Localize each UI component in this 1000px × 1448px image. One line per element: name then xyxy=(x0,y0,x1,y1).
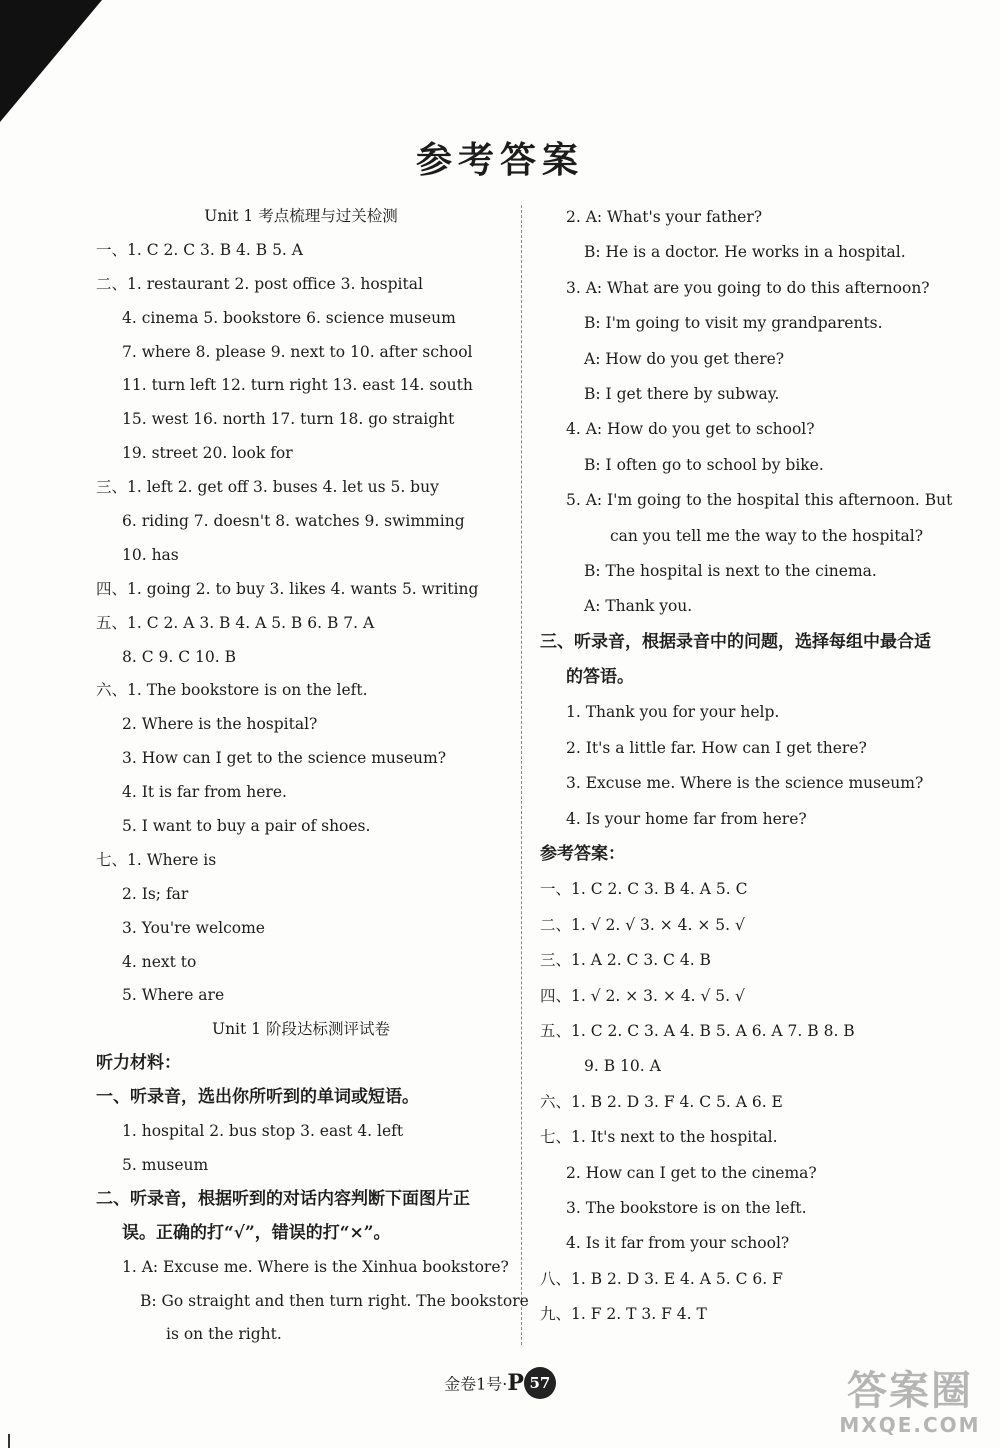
answer-line: 15. west 16. north 17. turn 18. go straight xyxy=(122,410,455,429)
watermark-url: MXQE.COM xyxy=(839,1413,981,1437)
answer-line: A: How do you get there? xyxy=(584,349,785,368)
answer-line: 三、1. left 2. get off 3. buses 4. let us 5. buy xyxy=(96,478,439,497)
answer-line: 11. turn left 12. turn right 13. east 14. south xyxy=(122,376,473,395)
answer-line: 8. C 9. C 10. B xyxy=(122,647,236,666)
answer-line: 五、1. C 2. C 3. A 4. B 5. A 6. A 7. B 8. B xyxy=(540,1021,855,1040)
answer-line: 一、1. C 2. C 3. B 4. A 5. C xyxy=(540,880,748,899)
answer-line: 二、1. restaurant 2. post office 3. hospital xyxy=(96,274,423,293)
answer-line: 4. A: How do you get to school? xyxy=(566,420,815,439)
answer-line: is on the right. xyxy=(166,1325,282,1344)
left-column xyxy=(96,200,529,1352)
answer-line: 四、1. going 2. to buy 3. likes 4. wants 5. writing xyxy=(96,579,479,598)
answer-line: 七、1. It's next to the hospital. xyxy=(540,1128,778,1147)
answer-line: 一、1. C 2. C 3. B 4. B 5. A xyxy=(96,240,303,259)
answer-line: 5. I want to buy a pair of shoes. xyxy=(122,817,371,836)
answer-line: 3. A: What are you going to do this afternoon? xyxy=(566,278,930,297)
answer-line: 参考答案： xyxy=(540,844,625,865)
scan-mark xyxy=(8,1434,10,1448)
right-column xyxy=(540,200,960,1333)
answer-line: 6. riding 7. doesn't 8. watches 9. swimming xyxy=(122,512,465,531)
answer-line: 六、1. The bookstore is on the left. xyxy=(96,681,368,700)
answer-line: A: Thank you. xyxy=(584,597,693,616)
answer-line: B: Go straight and then turn right. The bookstore xyxy=(140,1291,529,1310)
answer-line: B: The hospital is next to the cinema. xyxy=(584,561,877,580)
answer-line: 1. Thank you for your help. xyxy=(566,703,780,722)
page-title: 参考答案 xyxy=(415,139,584,181)
answer-line: 9. B 10. A xyxy=(584,1057,661,1076)
answer-line: 4. Is your home far from here? xyxy=(566,809,807,828)
corner-shadow xyxy=(0,0,102,122)
answer-line: 的答语。 xyxy=(566,667,634,688)
answer-line: 4. cinema 5. bookstore 6. science museum xyxy=(122,308,456,327)
answer-line: 七、1. Where is xyxy=(96,850,217,869)
answer-line: 7. where 8. please 9. next to 10. after school xyxy=(122,342,473,361)
answer-line: 4. Is it far from your school? xyxy=(566,1234,790,1253)
answer-line: B: I'm going to visit my grandparents. xyxy=(584,314,883,333)
answer-line: can you tell me the way to the hospital? xyxy=(610,526,924,545)
answer-line: 4. It is far from here. xyxy=(122,783,287,802)
answer-line: 5. Where are xyxy=(122,986,225,1005)
watermark-logo xyxy=(830,1368,990,1440)
answer-line: Unit 1 考点梳理与过关检测 xyxy=(204,207,398,225)
answer-line: 10. has xyxy=(122,545,179,564)
answer-line: 八、1. B 2. D 3. E 4. A 5. C 6. F xyxy=(540,1269,783,1288)
answer-line: 2. A: What's your father? xyxy=(566,208,763,226)
answer-line: 3. The bookstore is on the left. xyxy=(566,1198,807,1217)
answer-line: 六、1. B 2. D 3. F 4. C 5. A 6. E xyxy=(540,1092,783,1111)
answer-line: B: I often go to school by bike. xyxy=(584,455,824,474)
answer-line: 九、1. F 2. T 3. F 4. T xyxy=(540,1305,707,1324)
answer-line: 误。正确的打“√”，错误的打“×”。 xyxy=(122,1222,391,1243)
answer-line: B: He is a doctor. He works in a hospital. xyxy=(584,243,906,262)
answer-line: 3. You're welcome xyxy=(122,918,265,937)
answer-line: 听力材料： xyxy=(96,1053,181,1074)
answer-line: 2. How can I get to the cinema? xyxy=(566,1163,817,1182)
answer-line: 2. Is; far xyxy=(122,884,189,903)
answer-line: B: I get there by subway. xyxy=(584,384,780,403)
answer-line: 5. A: I'm going to the hospital this afternoon. But xyxy=(566,491,953,510)
page-number-badge: 57 xyxy=(524,1367,556,1399)
answer-line: 2. It's a little far. How can I get there? xyxy=(566,738,867,757)
answer-line: 四、1. √ 2. × 3. × 4. √ 5. √ xyxy=(540,986,745,1005)
answer-line: 3. How can I get to the science museum? xyxy=(122,749,447,768)
answer-line: 4. next to xyxy=(122,952,197,971)
answer-line: 1. hospital 2. bus stop 3. east 4. left xyxy=(122,1122,404,1141)
answer-line: 三、听录音，根据录音中的问题，选择每组中最合适 xyxy=(540,631,931,652)
answer-line: 五、1. C 2. A 3. B 4. A 5. B 6. B 7. A xyxy=(96,613,375,632)
answer-line: 19. street 20. look for xyxy=(122,444,293,463)
watermark-text: 答案圈 xyxy=(847,1368,973,1414)
footer-letter: P xyxy=(507,1370,524,1396)
answer-line: 5. museum xyxy=(122,1155,209,1174)
answer-line: 一、听录音，选出你所听到的单词或短语。 xyxy=(96,1087,419,1108)
footer-label: 金卷1号· xyxy=(444,1374,508,1394)
answer-line: Unit 1 阶段达标测评试卷 xyxy=(212,1020,390,1039)
column-divider xyxy=(521,205,522,1345)
answer-line: 二、听录音，根据听到的对话内容判断下面图片正 xyxy=(96,1188,470,1209)
answer-line: 3. Excuse me. Where is the science museum? xyxy=(566,774,924,793)
answer-line: 二、1. √ 2. √ 3. × 4. × 5. √ xyxy=(540,915,745,934)
answer-line: 1. A: Excuse me. Where is the Xinhua bookstore? xyxy=(122,1257,509,1276)
answer-line: 三、1. A 2. C 3. C 4. B xyxy=(540,951,711,970)
answer-line: 2. Where is the hospital? xyxy=(122,715,318,734)
